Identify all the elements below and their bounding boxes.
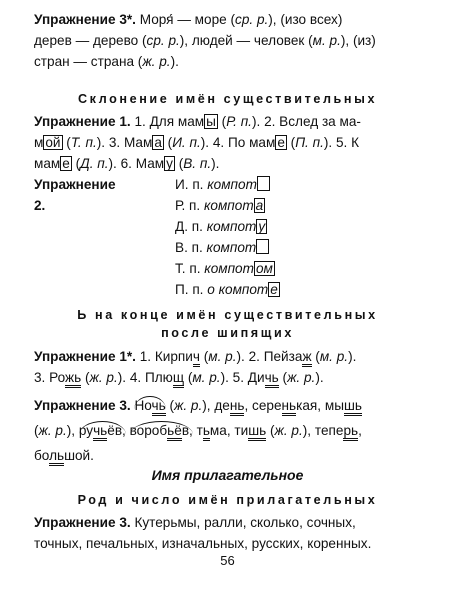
underlined-letter: чь	[152, 398, 166, 416]
ending-box: е	[270, 282, 278, 297]
exercise-label: Упражнение 1.	[34, 114, 131, 129]
case-note: П. п.	[295, 135, 324, 150]
case-label: И. п.	[175, 177, 204, 192]
underlined-letter: ж	[302, 349, 311, 367]
ending-box: у	[258, 219, 266, 234]
text: Моря́ — море (	[139, 12, 236, 27]
underlined-letter: чь	[93, 423, 107, 441]
text: 3. Мам	[108, 135, 153, 150]
case-note: И. п.	[172, 135, 201, 150]
text: ), (изо всех)	[268, 12, 343, 27]
exercise-3-soft-sign: Упражнение 3. Ночь (ж. р.), день, серенькая, мышь (ж. р.), ручьёв, воробьёв, тьма, тишь (ж. р.), теперь, большой.	[34, 393, 426, 468]
case-row	[175, 279, 280, 300]
case-note: В. п.	[183, 156, 212, 171]
gender-note: м. р.	[312, 33, 341, 48]
case-note: Д. п.	[80, 156, 109, 171]
text: т	[196, 423, 203, 438]
text: м	[34, 135, 44, 150]
gender-note: м. р.	[319, 349, 349, 364]
exercise-1: Упражнение 1. 1. Для мам ы (Р. п.). 2. Вслед за ма- м ой (Т. п.). 3. Мам а (И. п.). 4. По мам е (П. п.). 5. К мам е (Д. п.). 6. Мам у (В. п.).	[34, 114, 361, 171]
gender-note: ж. р.	[174, 398, 203, 413]
text: дерев — дерево (	[34, 33, 147, 48]
text: ру	[78, 423, 94, 438]
case-row	[175, 237, 269, 258]
underlined-letter: ль	[49, 448, 64, 466]
underlined-letter: жь	[65, 370, 81, 388]
text: кая,	[296, 398, 322, 413]
empty-ending-box	[257, 176, 270, 191]
text: мы	[324, 398, 344, 413]
gender-note: м. р.	[192, 370, 221, 385]
text: 5. К	[335, 135, 360, 150]
gender-note: ср. р.	[146, 33, 180, 48]
text: бо	[34, 448, 50, 463]
text: шой.	[64, 448, 94, 463]
case-label: В. п.	[175, 240, 203, 255]
case-row	[175, 216, 267, 237]
ending-box: е	[277, 135, 285, 150]
text: 6. Мам	[120, 156, 165, 171]
case-row	[175, 195, 265, 216]
gender-note: ж. р.	[287, 370, 316, 385]
word: компот	[207, 177, 257, 192]
section-heading-soft-sign: Ь на конце имён существительных	[77, 308, 378, 322]
section-heading-soft-sign-2: после шипящих	[161, 326, 294, 340]
case-row	[175, 174, 270, 195]
text: 3. Ро	[34, 370, 65, 385]
case-note: Р. п.	[226, 114, 252, 129]
underlined-letter: чь	[265, 370, 279, 388]
case-label: Т. п.	[175, 261, 201, 276]
underlined-letter: шь	[344, 398, 362, 416]
exercise-label: Упражнение 3.	[34, 398, 131, 413]
text: де	[214, 398, 230, 413]
underlined-letter: нь	[282, 398, 297, 416]
text: 1. Для мам	[134, 114, 205, 129]
text: Но	[134, 398, 152, 413]
underlined-letter: ч	[193, 349, 200, 367]
text: 5. Ди	[232, 370, 265, 385]
text: тепе	[314, 423, 344, 438]
gender-note: ж. р.	[142, 54, 171, 69]
text: мам	[34, 156, 61, 171]
text: ёв,	[107, 423, 126, 438]
case-row	[175, 258, 275, 279]
text: 1. Кирпи	[139, 349, 193, 364]
text: 4. По мам	[212, 135, 276, 150]
underlined-letter: ь	[203, 423, 210, 441]
underlined-letter: шь	[248, 423, 266, 441]
text: 2. Пейза	[248, 349, 303, 364]
word-arc	[130, 421, 193, 438]
text: точных, печальных, изначальных, русских, коренных.	[34, 536, 372, 551]
text: вороб	[129, 423, 168, 438]
section-heading-declension: Склонение имён существительных	[77, 92, 378, 106]
gender-note: ж. р.	[274, 423, 303, 438]
case-label: Р. п.	[175, 198, 201, 213]
text: стран — страна (	[34, 54, 143, 69]
ending-box: у	[166, 156, 173, 171]
text: в,	[181, 423, 193, 438]
case-note: Т. п.	[70, 135, 97, 150]
word-arc	[134, 396, 165, 413]
gender-note: ж. р.	[89, 370, 118, 385]
case-label: Д. п.	[175, 219, 203, 234]
exercise-label: Упражнение 2.	[34, 177, 116, 213]
exercise-label: Упражнение 3*.	[34, 12, 136, 27]
text: ма,	[209, 423, 231, 438]
word: компот	[206, 240, 257, 255]
gender-note: м. р.	[208, 349, 237, 364]
word: компот	[203, 198, 254, 213]
exercise-3-adjectives	[34, 512, 426, 554]
ending-box: а	[255, 198, 264, 213]
text: Кутерьмы, ралли, сколько, сочных,	[134, 515, 356, 530]
text: ти	[234, 423, 249, 438]
case-label: П. п.	[175, 282, 204, 297]
section-heading-adjective: Род и число имён прилагательных	[77, 493, 378, 507]
ending-box: е	[62, 156, 70, 171]
exercise-label: Упражнение 1*.	[34, 349, 136, 364]
exercise-1-star: Упражнение 1*. 1. Кирпич (м. р.). 2. Пейзаж (м. р.). 3. Рожь (ж. р.). 4. Плющ (м. р.). 5. Дичь (ж. р.).	[34, 346, 426, 388]
underlined-letter: щ	[173, 370, 184, 388]
word: о компот	[207, 282, 269, 297]
text: ), людей — человек (	[179, 33, 313, 48]
ending-box: ой	[45, 135, 61, 150]
word: компот	[206, 219, 257, 234]
text: ).	[170, 54, 179, 69]
exercise-3-top	[34, 9, 426, 72]
text: ), (из)	[340, 33, 376, 48]
empty-ending-box	[256, 239, 269, 254]
exercise-label: Упражнение 3.	[34, 515, 131, 530]
page-number: 56	[220, 553, 235, 568]
ending-box: а	[154, 135, 162, 150]
chapter-title-adjective: Имя прилагательное	[151, 467, 304, 483]
word: компот	[204, 261, 254, 276]
text: 2. Вслед за ма-	[264, 114, 361, 129]
underlined-letter: ьё	[167, 423, 182, 441]
ending-box: ом	[255, 261, 273, 276]
text: сере	[252, 398, 282, 413]
gender-note: ср. р.	[235, 12, 269, 27]
underlined-letter: рь	[343, 423, 358, 441]
ending-box: ы	[206, 114, 216, 129]
underlined-letter: нь	[230, 398, 245, 416]
word-arc	[79, 421, 126, 438]
text: 4. Плю	[129, 370, 173, 385]
gender-note: ж. р.	[38, 423, 67, 438]
